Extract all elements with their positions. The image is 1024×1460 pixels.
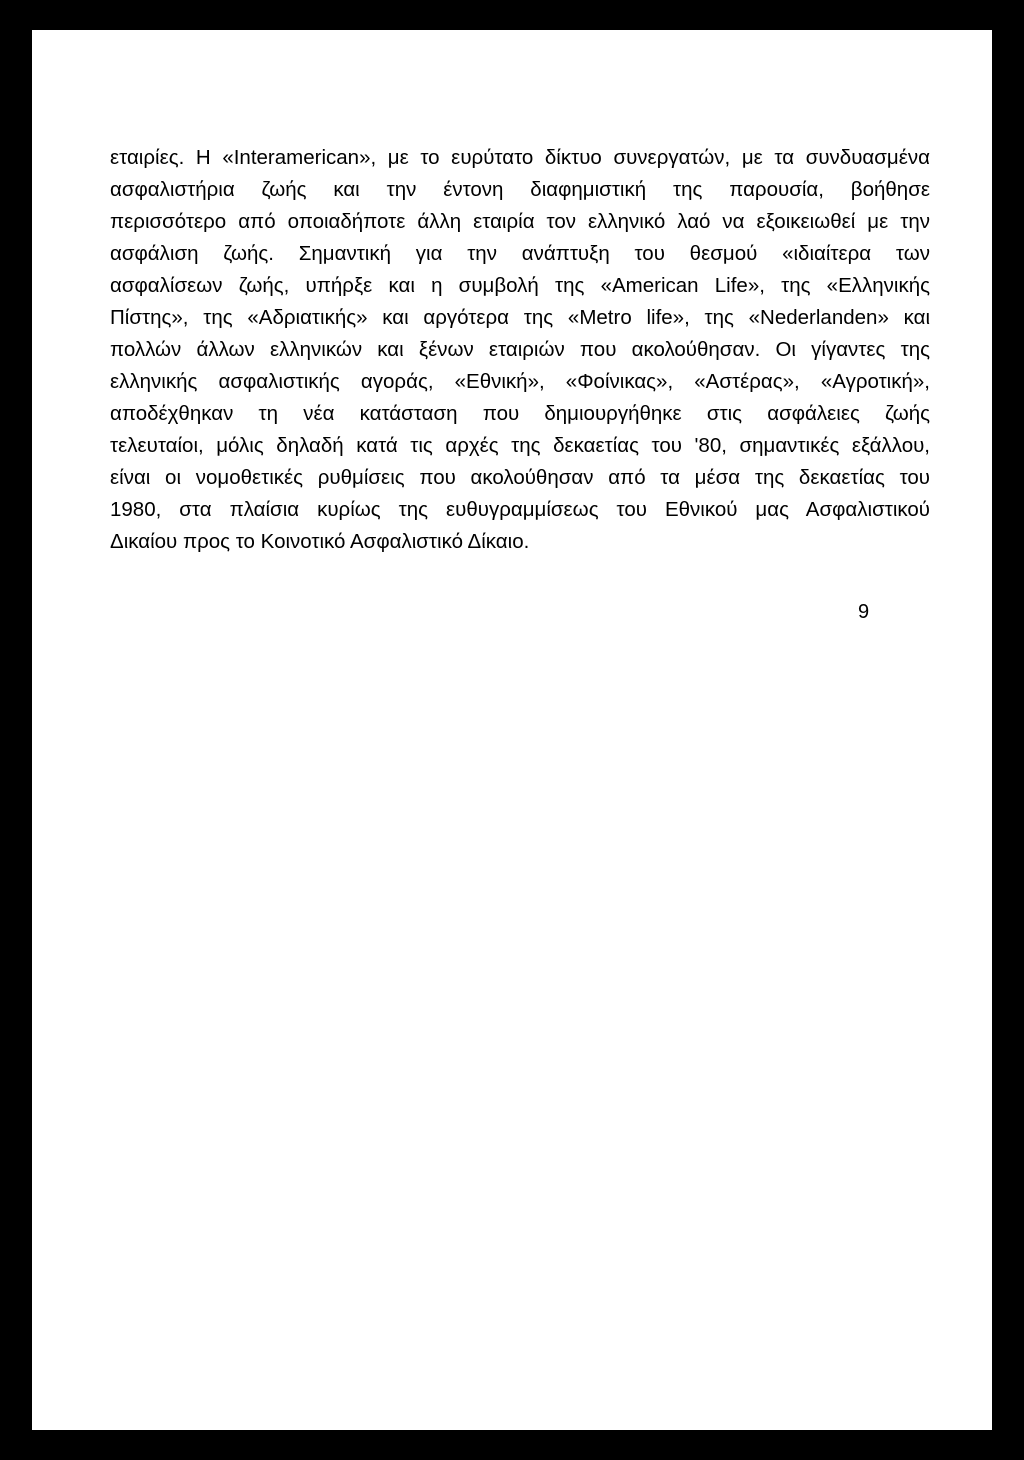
paragraph-line: τελευταίοι, μόλις δηλαδή κατά τις αρχές της δεκαετίας του '80, σημαντικές εξάλλου,	[110, 434, 930, 457]
paragraph-line: Δικαίου προς το Κοινοτικό Ασφαλιστικό Δίκαιο.	[110, 530, 530, 553]
page-number: 9	[858, 601, 870, 623]
body-paragraph	[110, 142, 930, 558]
paragraph-line: ελληνικής ασφαλιστικής αγοράς, «Εθνική», «Φοίνικας», «Αστέρας», «Αγροτική»,	[110, 370, 930, 393]
paragraph-line: ασφάλιση ζωής. Σημαντική για την ανάπτυξη του θεσμού «ιδιαίτερα των	[110, 242, 930, 265]
paragraph-line: Πίστης», της «Αδριατικής» και αργότερα της «Metro life», της «Nederlanden» και	[110, 306, 930, 329]
paragraph-line: πολλών άλλων ελληνικών και ξένων εταιριών που ακολούθησαν. Οι γίγαντες της	[110, 338, 930, 361]
paragraph-line: περισσότερο από οποιαδήποτε άλλη εταιρία τον ελληνικό λαό να εξοικειωθεί με την	[110, 210, 930, 233]
paragraph-line: εταιρίες. Η «Interamerican», με το ευρύτατο δίκτυο συνεργατών, με τα συνδυασμένα	[110, 146, 930, 169]
document-page	[32, 30, 992, 1430]
paragraph-line: ασφαλιστήρια ζωής και την έντονη διαφημιστική της παρουσία, βοήθησε	[110, 178, 930, 201]
paragraph-line: 1980, στα πλαίσια κυρίως της ευθυγραμμίσεως του Εθνικού μας Ασφαλιστικού	[110, 498, 930, 521]
paragraph-line: αποδέχθηκαν τη νέα κατάσταση που δημιουργήθηκε στις ασφάλειες ζωής	[110, 402, 930, 425]
paragraph-line: ασφαλίσεων ζωής, υπήρξε και η συμβολή της «American Life», της «Ελληνικής	[110, 274, 930, 297]
paragraph-line: είναι οι νομοθετικές ρυθμίσεις που ακολούθησαν από τα μέσα της δεκαετίας του	[110, 466, 930, 489]
